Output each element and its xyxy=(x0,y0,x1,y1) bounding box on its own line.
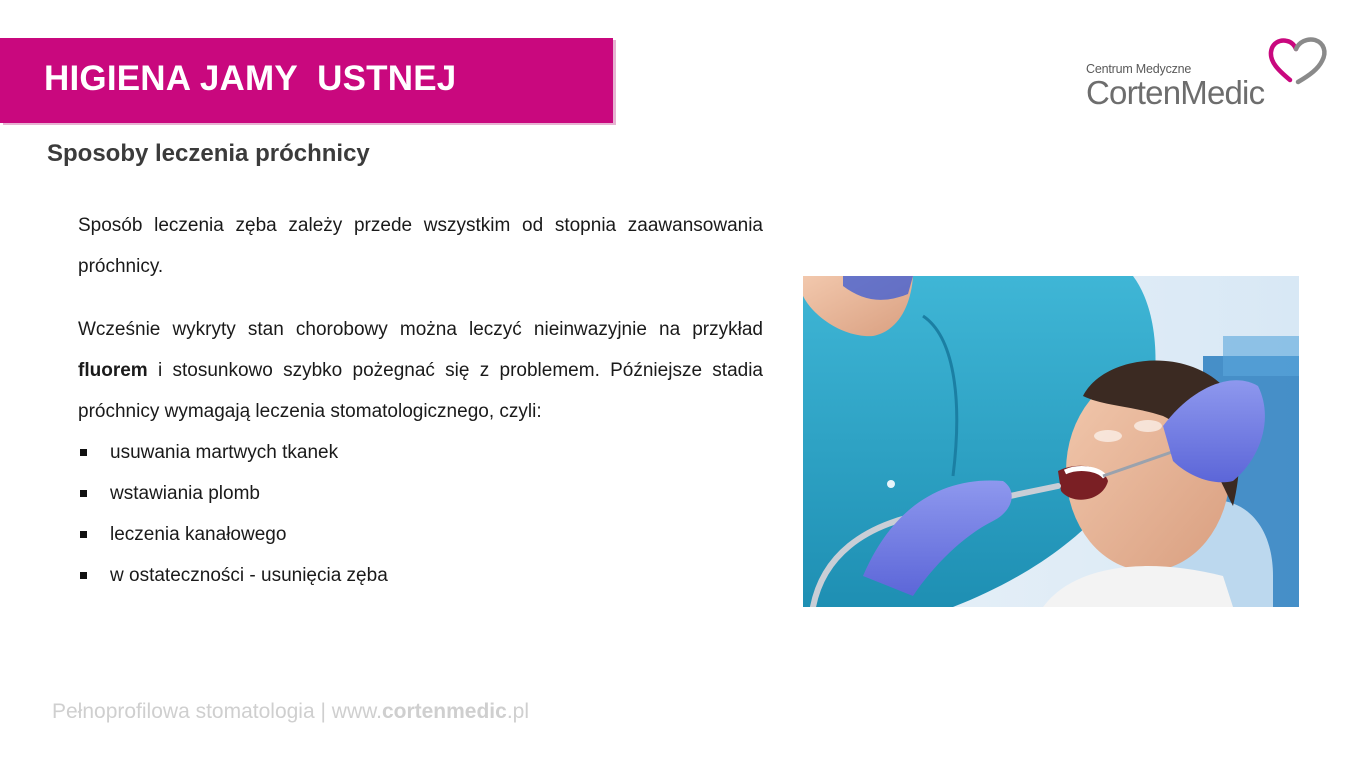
logo-brand: CortenMedic xyxy=(1086,74,1265,111)
photo-illustration xyxy=(803,276,1299,607)
bullet-square-icon xyxy=(80,531,87,538)
paragraph-text: i stosunkowo szybko pożegnać się z problemem. Późniejsze stadia próchnicy wymagają leczenia stomatologicznego, czyli: xyxy=(78,360,763,422)
paragraph-text: Wcześnie wykryty stan chorobowy można leczyć nieinwazyjnie na przykład xyxy=(78,319,763,340)
header-bar xyxy=(0,38,613,123)
slide-title: HIGIENA JAMY USTNEJ xyxy=(44,59,457,98)
list-item-label: wstawiania plomb xyxy=(110,483,260,504)
dentist-treatment-photo xyxy=(803,276,1299,607)
paragraph-treatment xyxy=(78,309,763,432)
list-item-label: usuwania martwych tkanek xyxy=(110,442,339,463)
heart-logo-icon xyxy=(1268,36,1330,86)
bullet-square-icon xyxy=(80,490,87,497)
list-item xyxy=(78,473,763,514)
footer-domain: cortenmedic xyxy=(381,700,507,723)
cortenmedic-logo xyxy=(1086,36,1336,116)
footer-label: Pełnoprofilowa stomatologia | www. xyxy=(52,700,382,723)
treatment-list xyxy=(78,432,763,596)
list-item xyxy=(78,432,763,473)
list-item-label: w ostateczności - usunięcia zęba xyxy=(110,565,388,586)
list-item xyxy=(78,514,763,555)
list-item-label: leczenia kanałowego xyxy=(110,524,287,545)
list-item xyxy=(78,555,763,596)
bullet-square-icon xyxy=(80,449,87,456)
content-body xyxy=(78,205,763,596)
footer-text xyxy=(52,700,529,724)
section-subtitle: Sposoby leczenia próchnicy xyxy=(47,140,370,167)
paragraph-intro: Sposób leczenia zęba zależy przede wszystkim od stopnia zaawansowania próchnicy. xyxy=(78,215,763,277)
highlight-fluorem: fluorem xyxy=(78,360,148,381)
logo-tagline: Centrum Medyczne xyxy=(1086,62,1192,76)
footer-tld: .pl xyxy=(506,700,530,723)
bullet-square-icon xyxy=(80,572,87,579)
